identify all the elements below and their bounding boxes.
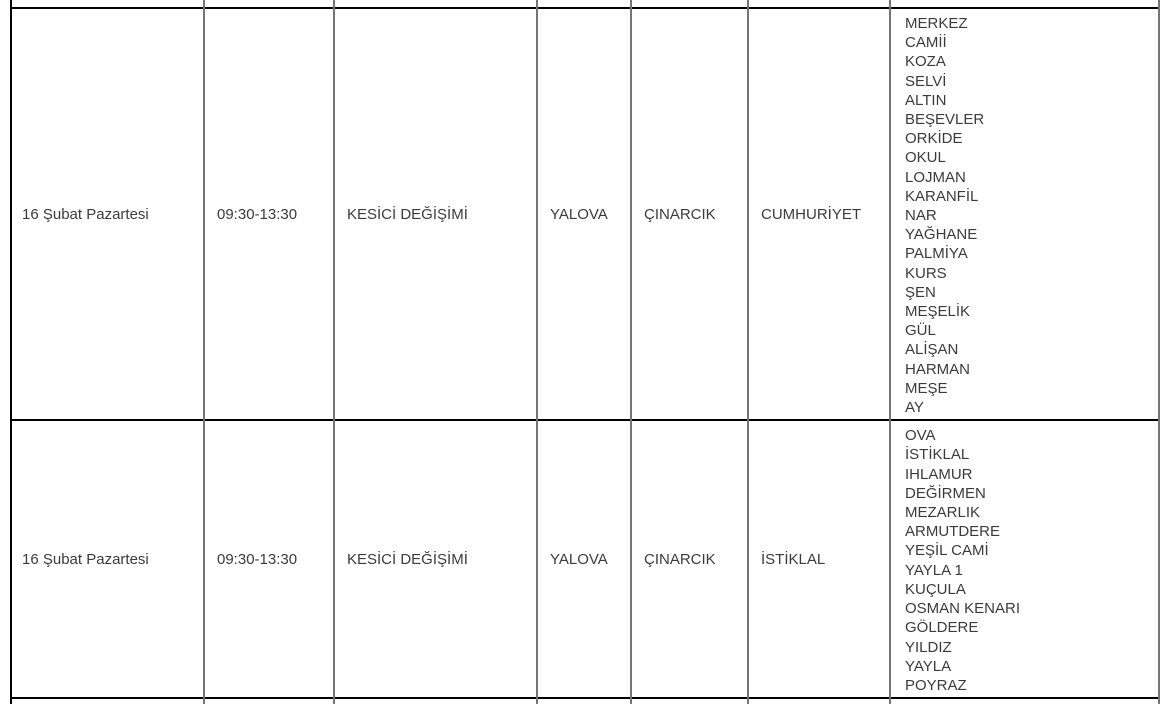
street-item: BEŞEVLER (905, 111, 985, 129)
cell-empty (11, 0, 204, 8)
street-item: YAYLA 1 (905, 561, 963, 579)
street-item: ALİŞAN (905, 341, 959, 359)
cell-reason: KESİCİ DEĞİŞİMİ (334, 8, 537, 420)
cell-reason: KESİCİ DEĞİŞİMİ (334, 420, 537, 698)
street-item: PALMİYA (905, 245, 968, 263)
street-item: MEŞE (905, 379, 948, 397)
street-item: YEŞİL CAMİ (905, 542, 989, 560)
table-row (11, 420, 1159, 698)
cell-streets (890, 420, 1159, 698)
cell-empty (334, 698, 537, 704)
street-item: POYRAZ (905, 676, 967, 694)
street-item: YAYLA (905, 657, 952, 675)
street-item: MEZARLIK (905, 504, 981, 522)
street-item: HARMAN (905, 360, 971, 378)
street-item: İSTİKLAL (905, 446, 970, 464)
cell-empty (537, 0, 631, 8)
cell-empty (204, 0, 334, 8)
street-item: DEĞİRMEN (905, 484, 986, 502)
table-row (11, 8, 1159, 420)
cell-time: 09:30-13:30 (204, 8, 334, 420)
cell-empty (631, 698, 748, 704)
street-item: OSMAN KENARI (905, 600, 1021, 618)
street-item: YAĞHANE (905, 226, 978, 244)
street-item: ARMUTDERE (905, 523, 1001, 541)
street-item: CAMİİ (905, 34, 947, 52)
cell-neighborhood: CUMHURİYET (748, 8, 890, 420)
outage-table (10, 0, 1160, 704)
street-item: NAR (905, 207, 937, 225)
street-item: OKUL (905, 149, 946, 167)
street-item: AY (905, 399, 924, 417)
street-item: KARANFİL (905, 187, 979, 205)
cell-district: ÇINARCIK (631, 420, 748, 698)
cell-province: YALOVA (537, 8, 631, 420)
street-item: LOJMAN (905, 168, 966, 186)
cell-empty (334, 0, 537, 8)
street-item: GÜL (905, 322, 936, 340)
cell-district: ÇINARCIK (631, 8, 748, 420)
cell-empty (748, 698, 890, 704)
table-row-partial-top (11, 0, 1159, 8)
cell-empty (204, 698, 334, 704)
street-item: MERKEZ (905, 15, 968, 32)
cell-empty (890, 0, 1159, 8)
street-item: KOZA (905, 53, 946, 71)
cell-empty (890, 698, 1159, 704)
cell-time: 09:30-13:30 (204, 420, 334, 698)
street-item: ALTIN (905, 91, 947, 109)
cell-empty (748, 0, 890, 8)
table-row-partial-bottom (11, 698, 1159, 704)
street-item: ŞEN (905, 283, 936, 301)
cell-date: 16 Şubat Pazartesi (11, 8, 204, 420)
cell-empty (631, 0, 748, 8)
cell-streets (890, 8, 1159, 420)
cell-date: 16 Şubat Pazartesi (11, 420, 204, 698)
street-item: MEŞELİK (905, 303, 971, 321)
street-item: KURS (905, 264, 947, 282)
cell-province: YALOVA (537, 420, 631, 698)
cell-empty (537, 698, 631, 704)
street-item: KUÇULA (905, 580, 966, 598)
cell-empty (11, 698, 204, 704)
street-item: YILDIZ (905, 638, 952, 656)
street-item: IHLAMUR (905, 465, 973, 483)
street-item: OVA (905, 427, 936, 445)
street-item: SELVİ (905, 72, 947, 90)
street-item: GÖLDERE (905, 619, 979, 637)
street-item: ORKİDE (905, 130, 963, 148)
cell-neighborhood: İSTİKLAL (748, 420, 890, 698)
